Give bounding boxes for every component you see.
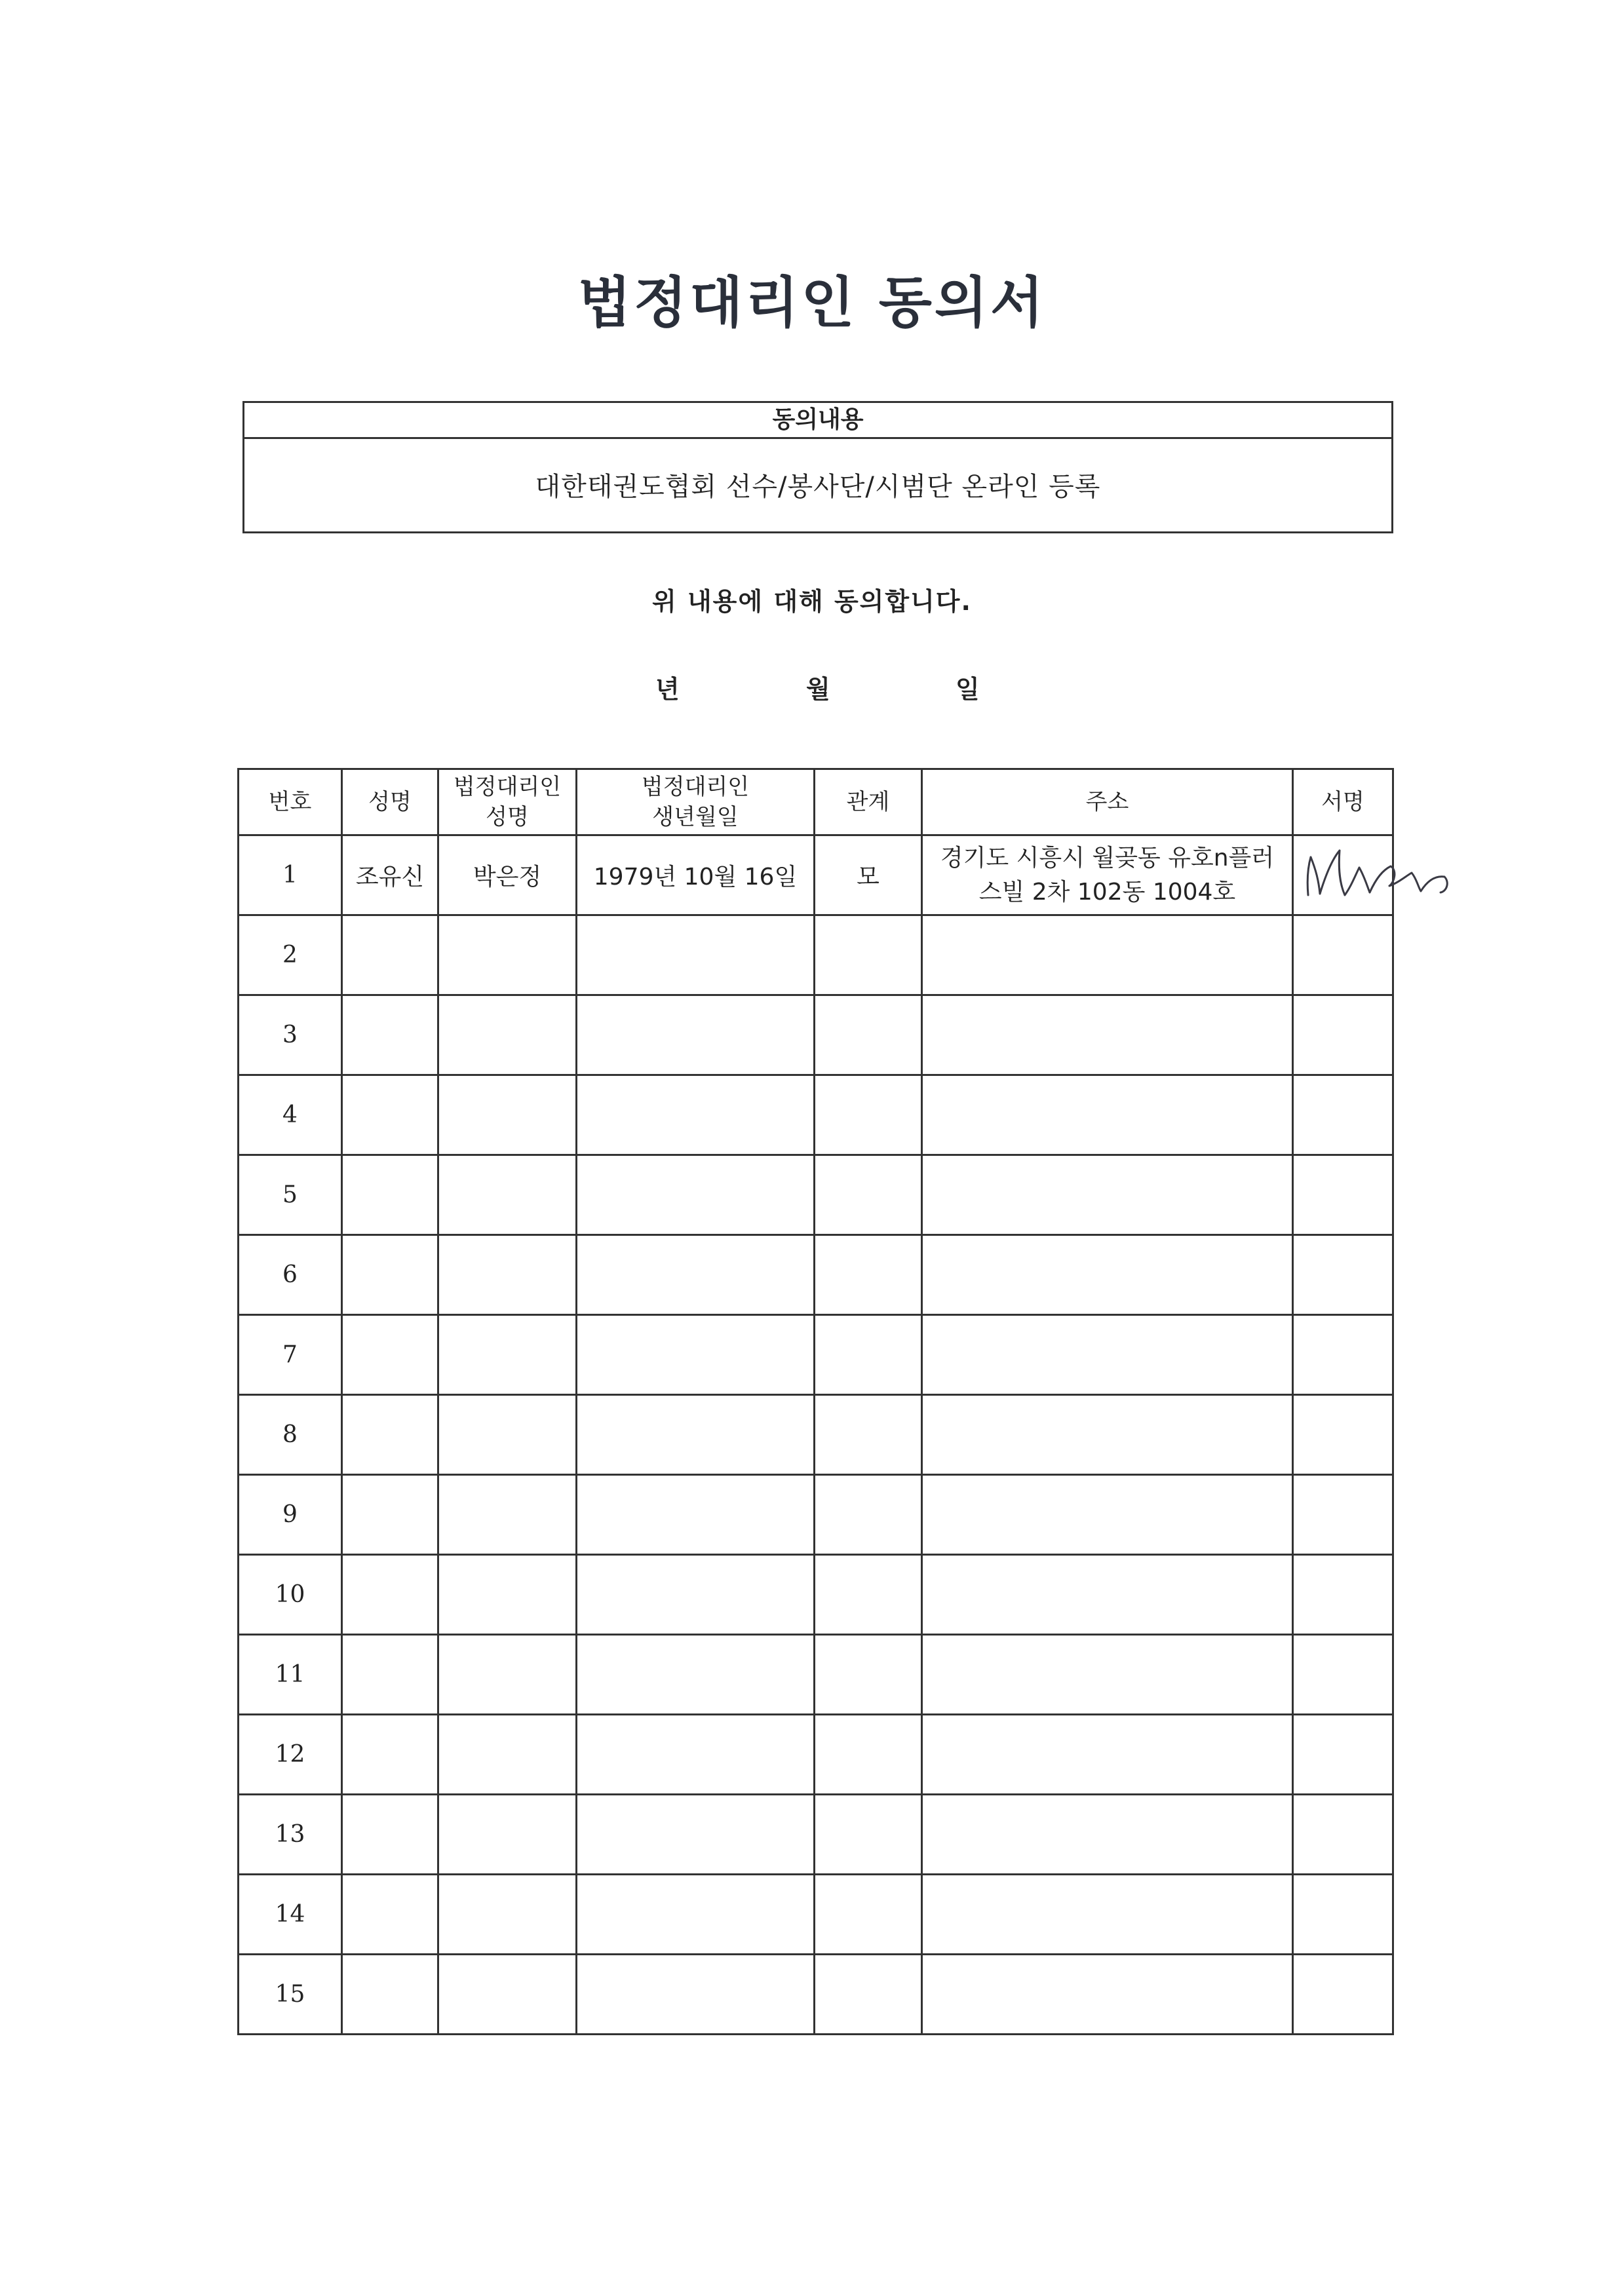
table-row — [239, 1315, 1393, 1395]
cell-no: 13 — [239, 1795, 342, 1875]
guardian-table — [237, 768, 1394, 2035]
header-guardian-name — [438, 769, 577, 835]
cell-no: 7 — [239, 1315, 342, 1395]
cell-signature — [1293, 1235, 1393, 1315]
cell-relation — [815, 1075, 922, 1155]
cell-guardian-name — [438, 1075, 577, 1155]
cell-guardian-name — [438, 1715, 577, 1795]
cell-guardian-name — [438, 915, 577, 995]
header-signature: 서명 — [1293, 769, 1393, 835]
table-row — [239, 1155, 1393, 1235]
cell-name — [342, 1075, 438, 1155]
header-guardian-name-line1: 법정대리인 — [453, 774, 562, 800]
consent-header: 동의내용 — [244, 403, 1391, 439]
cell-no: 1 — [239, 835, 342, 915]
cell-guardian-birth — [577, 1955, 815, 2035]
cell-name — [342, 1795, 438, 1875]
cell-relation — [815, 1635, 922, 1715]
document-title: 법정대리인 동의서 — [577, 271, 1047, 335]
cell-relation — [815, 995, 922, 1075]
cell-name — [342, 915, 438, 995]
cell-guardian-birth — [577, 1235, 815, 1315]
cell-guardian-name — [438, 1795, 577, 1875]
cell-address — [922, 1475, 1293, 1555]
cell-address-line1: 경기도 시흥시 월곶동 유호n플러 — [940, 844, 1275, 871]
cell-name — [342, 1475, 438, 1555]
cell-address — [922, 1395, 1293, 1475]
cell-guardian-name — [438, 1475, 577, 1555]
agreement-statement: 위 내용에 대해 동의합니다. — [652, 587, 972, 616]
cell-address — [922, 915, 1293, 995]
cell-address — [922, 1635, 1293, 1715]
cell-no: 9 — [239, 1475, 342, 1555]
table-row — [239, 995, 1393, 1075]
table-row — [239, 1955, 1393, 2035]
signature-stroke — [1307, 851, 1447, 895]
cell-guardian-name — [438, 1315, 577, 1395]
cell-name — [342, 1155, 438, 1235]
cell-signature — [1293, 1955, 1393, 2035]
cell-signature — [1293, 1395, 1393, 1475]
cell-name — [342, 1875, 438, 1955]
table-row — [239, 915, 1393, 995]
cell-relation — [815, 1155, 922, 1235]
cell-relation: 모 — [815, 835, 922, 915]
cell-guardian-birth — [577, 1315, 815, 1395]
cell-relation — [815, 1235, 922, 1315]
cell-guardian-birth — [577, 1715, 815, 1795]
cell-signature — [1293, 1075, 1393, 1155]
cell-relation — [815, 915, 922, 995]
cell-no: 10 — [239, 1555, 342, 1635]
cell-guardian-name — [438, 1875, 577, 1955]
cell-name — [342, 1955, 438, 2035]
cell-name — [342, 995, 438, 1075]
header-address: 주소 — [922, 769, 1293, 835]
cell-guardian-name — [438, 995, 577, 1075]
cell-name — [342, 1235, 438, 1315]
cell-relation — [815, 1475, 922, 1555]
consent-content: 대한태권도협회 선수/봉사단/시범단 온라인 등록 — [535, 472, 1101, 502]
table-row — [239, 1075, 1393, 1155]
table-row — [239, 1555, 1393, 1635]
table-row — [239, 835, 1393, 915]
date-year: 년 — [655, 675, 680, 704]
cell-name — [342, 1635, 438, 1715]
cell-guardian-name — [438, 1395, 577, 1475]
date-month: 월 — [806, 675, 830, 704]
cell-guardian-birth — [577, 1875, 815, 1955]
date-day: 일 — [956, 675, 980, 704]
cell-guardian-birth — [577, 995, 815, 1075]
table-header-row — [239, 769, 1393, 835]
cell-no: 4 — [239, 1075, 342, 1155]
cell-relation — [815, 1795, 922, 1875]
cell-address — [922, 1795, 1293, 1875]
cell-no: 2 — [239, 915, 342, 995]
table-row — [239, 1635, 1393, 1715]
cell-guardian-birth — [577, 1395, 815, 1475]
header-guardian-birth-line1: 법정대리인 — [641, 774, 750, 800]
table-row — [239, 1715, 1393, 1795]
cell-signature — [1293, 995, 1393, 1075]
cell-signature — [1293, 1635, 1393, 1715]
header-guardian-birth — [577, 769, 815, 835]
cell-no: 5 — [239, 1155, 342, 1235]
cell-guardian-birth — [577, 1795, 815, 1875]
cell-signature — [1293, 1475, 1393, 1555]
cell-guardian-name — [438, 1235, 577, 1315]
cell-relation — [815, 1715, 922, 1795]
cell-address — [922, 1955, 1293, 2035]
cell-signature — [1293, 1875, 1393, 1955]
cell-name — [342, 1555, 438, 1635]
cell-address — [922, 995, 1293, 1075]
cell-relation — [815, 1315, 922, 1395]
cell-address — [922, 1315, 1293, 1395]
cell-no: 11 — [239, 1635, 342, 1715]
header-no: 번호 — [239, 769, 342, 835]
cell-guardian-birth — [577, 1635, 815, 1715]
cell-signature — [1293, 1795, 1393, 1875]
cell-address-line2: 스빌 2차 102동 1004호 — [978, 878, 1236, 906]
cell-address — [922, 1715, 1293, 1795]
cell-address — [922, 835, 1293, 915]
cell-guardian-name — [438, 1155, 577, 1235]
cell-address — [922, 1875, 1293, 1955]
cell-signature — [1293, 1555, 1393, 1635]
handwritten-signature — [1299, 840, 1456, 912]
cell-guardian-name: 박은정 — [438, 835, 577, 915]
header-guardian-name-line2: 성명 — [486, 804, 529, 830]
cell-address — [922, 1235, 1293, 1315]
cell-relation — [815, 1875, 922, 1955]
header-relation: 관계 — [815, 769, 922, 835]
cell-guardian-birth — [577, 915, 815, 995]
cell-guardian-name — [438, 1555, 577, 1635]
table-row — [239, 1795, 1393, 1875]
header-name: 성명 — [342, 769, 438, 835]
cell-name: 조유신 — [342, 835, 438, 915]
cell-no: 12 — [239, 1715, 342, 1795]
cell-guardian-birth — [577, 1555, 815, 1635]
header-guardian-birth-line2: 생년월일 — [652, 804, 739, 830]
table-row — [239, 1475, 1393, 1555]
cell-address — [922, 1555, 1293, 1635]
cell-relation — [815, 1555, 922, 1635]
cell-no: 14 — [239, 1875, 342, 1955]
cell-signature — [1293, 1715, 1393, 1795]
cell-no: 3 — [239, 995, 342, 1075]
cell-guardian-name — [438, 1635, 577, 1715]
consent-box — [242, 401, 1393, 533]
cell-signature — [1293, 915, 1393, 995]
cell-address — [922, 1075, 1293, 1155]
cell-signature — [1293, 1315, 1393, 1395]
cell-name — [342, 1315, 438, 1395]
table-row — [239, 1875, 1393, 1955]
cell-guardian-birth — [577, 1475, 815, 1555]
cell-no: 6 — [239, 1235, 342, 1315]
cell-address — [922, 1155, 1293, 1235]
cell-guardian-name — [438, 1955, 577, 2035]
table-row — [239, 1235, 1393, 1315]
cell-no: 8 — [239, 1395, 342, 1475]
cell-relation — [815, 1955, 922, 2035]
table-body — [239, 835, 1393, 2035]
cell-signature — [1293, 835, 1393, 915]
cell-name — [342, 1395, 438, 1475]
cell-guardian-birth — [577, 1155, 815, 1235]
cell-no: 15 — [239, 1955, 342, 2035]
table-row — [239, 1395, 1393, 1475]
cell-guardian-birth — [577, 1075, 815, 1155]
cell-guardian-birth: 1979년 10월 16일 — [577, 835, 815, 915]
cell-relation — [815, 1395, 922, 1475]
cell-signature — [1293, 1155, 1393, 1235]
cell-name — [342, 1715, 438, 1795]
